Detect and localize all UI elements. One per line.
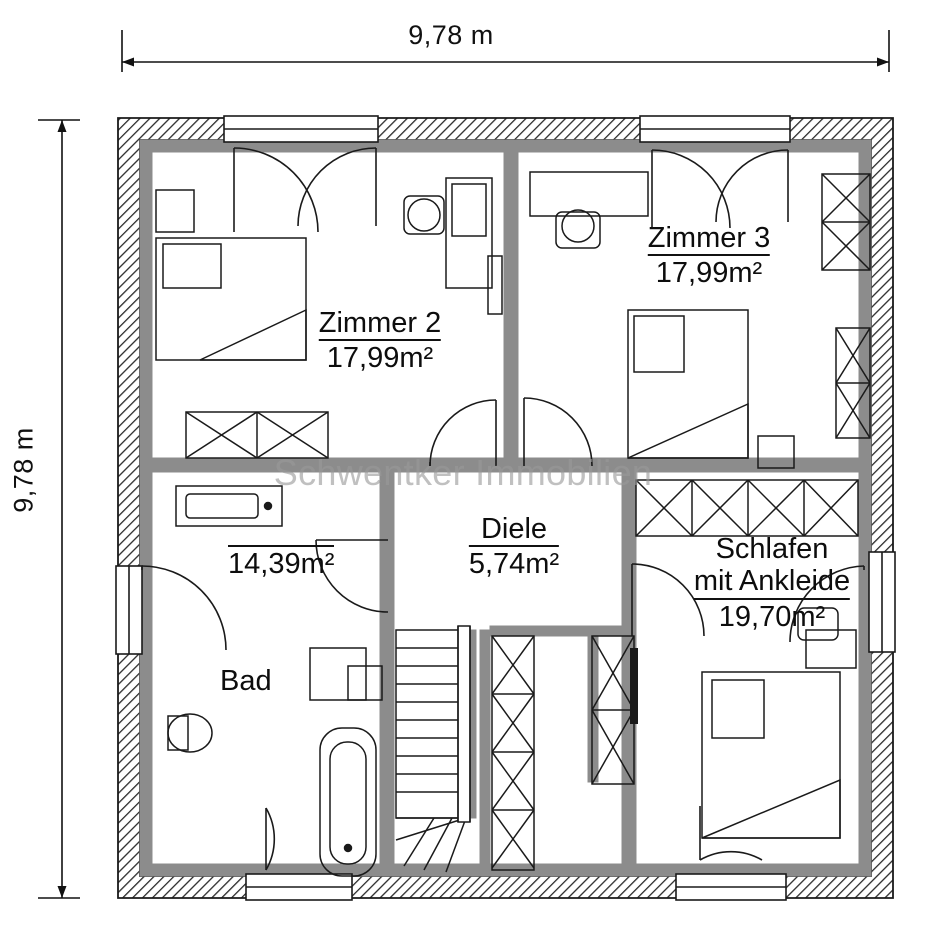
watermark-text: Schwentker Immobilien — [273, 452, 653, 493]
room-label-zimmer2 — [319, 307, 441, 375]
room-name-zimmer3: Zimmer 3 — [647, 222, 771, 254]
room-name-diele: Diele — [480, 513, 548, 545]
dimension-top — [122, 30, 889, 72]
dimension-left — [38, 120, 80, 898]
room-label-bad — [220, 545, 335, 697]
room-label-diele — [469, 513, 559, 581]
room-label-zimmer3 — [648, 222, 770, 290]
furniture-diele — [492, 636, 638, 870]
dimension-label-height: 9,78 m — [8, 427, 39, 513]
room-area-schlafen: 19,70m² — [694, 598, 850, 633]
room-area-diele: 5,74m² — [469, 545, 559, 580]
room-area-zimmer3: 17,99m² — [648, 254, 770, 289]
room-name-zimmer2: Zimmer 2 — [318, 307, 442, 339]
room-label-schlafen — [694, 533, 850, 633]
room-area-zimmer2: 17,99m² — [319, 339, 441, 374]
staircase — [396, 626, 470, 872]
room-name-schlafen-line2: mit Ankleide — [693, 565, 851, 598]
room-name-bad: Bad — [220, 665, 272, 697]
room-name-schlafen-line1: Schlafen — [715, 533, 829, 565]
furniture-zimmer3 — [530, 172, 870, 468]
room-area-bad: 14,39m² — [228, 545, 334, 580]
dimension-label-width: 9,78 m — [408, 20, 494, 50]
